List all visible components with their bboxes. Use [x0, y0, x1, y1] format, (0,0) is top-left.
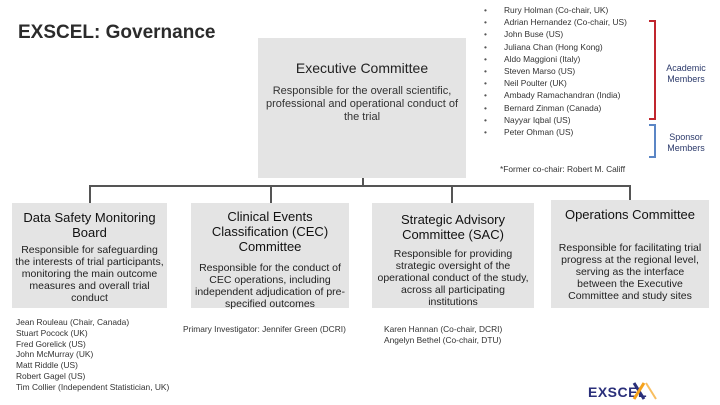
list-item	[484, 41, 652, 53]
bullet: •	[484, 78, 487, 89]
list-item	[484, 16, 652, 28]
bullet: •	[484, 114, 487, 125]
bullet: •	[484, 5, 487, 15]
sponsor-members-label: Sponsor Members	[667, 132, 705, 153]
member-name: Aldo Maggioni (Italy)	[504, 53, 581, 64]
member-name: Neil Poulter (UK)	[504, 78, 567, 89]
ops-title: Operations Committee	[564, 207, 696, 222]
list-item: Robert Gagel (US)	[16, 370, 86, 381]
bullet: •	[484, 127, 487, 138]
page-title: EXSCEL: Governance	[18, 22, 216, 43]
member-name: Peter Ohman (US)	[504, 127, 574, 138]
bullet: •	[484, 102, 487, 113]
connector-cec	[270, 185, 272, 203]
member-name: Adrian Hernandez (Co-chair, US)	[504, 17, 627, 28]
former-chair-footnote: *Former co-chair: Robert M. Califf	[500, 164, 626, 174]
academic-members-bracket	[649, 20, 656, 120]
bullet: •	[484, 66, 487, 77]
list-item	[484, 28, 652, 40]
list-item: Angelyn Bethel (Co-chair, DTU)	[384, 334, 502, 345]
member-name: Bernard Zinman (Canada)	[504, 102, 602, 113]
connector-sac	[451, 185, 453, 203]
bullet: •	[484, 41, 487, 52]
member-name: Nayyar Iqbal (US)	[504, 114, 571, 125]
member-name: Rury Holman (Co-chair, UK)	[504, 5, 609, 15]
executive-members-list	[484, 4, 652, 138]
list-item: Jean Rouleau (Chair, Canada)	[16, 317, 130, 327]
member-name: John Buse (US)	[504, 29, 564, 40]
executive-committee-title: Executive Committee	[295, 60, 429, 76]
bullet: •	[484, 53, 487, 64]
sac-members-list	[384, 324, 502, 346]
list-item	[484, 4, 652, 16]
cec-investigator: Primary Investigator: Jennifer Green (DCRI)	[183, 324, 346, 334]
list-item: Matt Riddle (US)	[16, 360, 78, 371]
list-item	[484, 89, 652, 101]
academic-members-label: Academic Members	[666, 63, 706, 84]
dsmb-title: Data Safety Monitoring Board	[23, 210, 156, 240]
connector-horizontal	[89, 185, 630, 187]
list-item	[484, 65, 652, 77]
list-item	[484, 102, 652, 114]
exscel-logo-mark	[632, 381, 658, 401]
sponsor-members-bracket	[649, 124, 656, 158]
list-item	[484, 126, 652, 138]
list-item	[484, 53, 652, 65]
list-item: Tim Collier (Independent Statistician, UK)	[16, 381, 170, 392]
member-name: Ambady Ramachandran (India)	[504, 90, 621, 101]
member-name: Juliana Chan (Hong Kong)	[504, 41, 603, 52]
exscel-logo: EXSCEL	[588, 384, 648, 400]
sac-title: Strategic Advisory Committee (SAC)	[400, 212, 506, 242]
list-item	[484, 77, 652, 89]
executive-committee-description: Responsible for the overall scientific, professional and operational conduct of the trial	[265, 85, 459, 123]
cec-description: Responsible for the conduct of CEC operations, including independent adjudication of pre-specified outcomes	[194, 262, 346, 310]
connector-dsmb	[89, 185, 91, 203]
bullet: •	[484, 29, 487, 40]
list-item	[484, 114, 652, 126]
bullet: •	[484, 17, 487, 28]
list-item: Karen Hannan (Co-chair, DCRI)	[384, 324, 503, 334]
member-name: Steven Marso (US)	[504, 66, 576, 77]
dsmb-description: Responsible for safeguarding the interests of trial participants, monitoring the main outcome measures and overall trial conduct	[15, 244, 164, 304]
list-item: John McMurray (UK)	[16, 349, 94, 360]
ops-description: Responsible for facilitating trial progress at the regional level, serving as the interface between the Executive Committee and study sites	[558, 242, 702, 302]
sac-description: Responsible for providing strategic oversight of the operational conduct of the study, across all participating institutions	[377, 248, 529, 308]
cec-title: Clinical Events Classification (CEC) Committee	[211, 209, 329, 254]
bullet: •	[484, 90, 487, 101]
list-item: Fred Gorelick (US)	[16, 338, 86, 349]
list-item: Stuart Pocock (UK)	[16, 327, 88, 338]
dsmb-members-list	[16, 317, 169, 393]
